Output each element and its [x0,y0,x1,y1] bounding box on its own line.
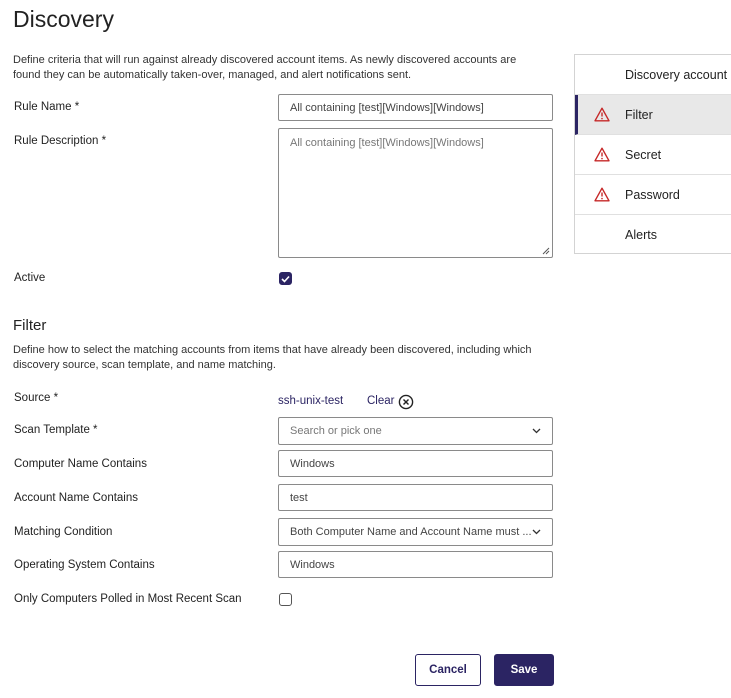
source-label: Source * [14,392,59,404]
warning-icon [594,187,610,202]
recent-scan-checkbox[interactable] [279,593,292,606]
rule-name-input[interactable]: All containing [test][Windows][Windows] [278,94,553,121]
account-name-label: Account Name Contains [14,492,139,504]
active-checkbox[interactable] [279,272,292,285]
resize-grip-icon[interactable] [542,247,550,255]
filter-section-title: Filter [13,317,47,334]
filter-description: Define how to select the matching accounts from items that have already been discovered, including which discovery source, scan template, and name matching. [13,344,532,371]
computer-name-input[interactable]: Windows [278,450,553,477]
nav-item-alerts[interactable]: Alerts [625,228,657,242]
rule-name-label: Rule Name * [14,101,80,113]
clear-circle-icon[interactable] [398,394,414,410]
rule-description-textarea[interactable]: All containing [test][Windows][Windows] [278,128,553,258]
chevron-down-icon [532,529,541,535]
rule-description-label: Rule Description * [14,135,107,147]
computer-name-label: Computer Name Contains [14,458,147,470]
nav-item-discovery-account[interactable]: Discovery account [575,55,731,95]
scan-template-select[interactable]: Search or pick one [278,417,553,445]
page-description: Define criteria that will run against already discovered account items. As newly discovered accounts are found they can be automatically taken-over, managed, and alert notifications sent. [13,54,517,81]
warning-icon [594,147,610,162]
matching-condition-label: Matching Condition [14,526,113,538]
recent-scan-label: Only Computers Polled in Most Recent Scan [14,593,242,605]
save-button[interactable]: Save [494,654,554,686]
clear-source-button[interactable]: Clear [367,395,395,407]
page-title: Discovery [13,6,114,32]
cancel-button[interactable]: Cancel [415,654,481,686]
checkmark-icon [281,275,290,283]
scan-template-label: Scan Template * [14,424,98,436]
account-name-input[interactable]: test [278,484,553,511]
operating-system-label: Operating System Contains [14,559,155,571]
operating-system-input[interactable]: Windows [278,551,553,578]
matching-condition-select[interactable]: Both Computer Name and Account Name must ... [278,518,553,546]
active-label: Active [14,272,46,284]
nav-item-secret[interactable]: Secret [575,135,731,175]
chevron-down-icon [532,428,541,434]
source-link[interactable]: ssh-unix-test [278,395,344,407]
warning-icon [594,107,610,122]
section-nav [574,54,731,254]
nav-item-filter[interactable]: Filter [575,95,731,135]
nav-item-password[interactable]: Password [575,175,731,215]
